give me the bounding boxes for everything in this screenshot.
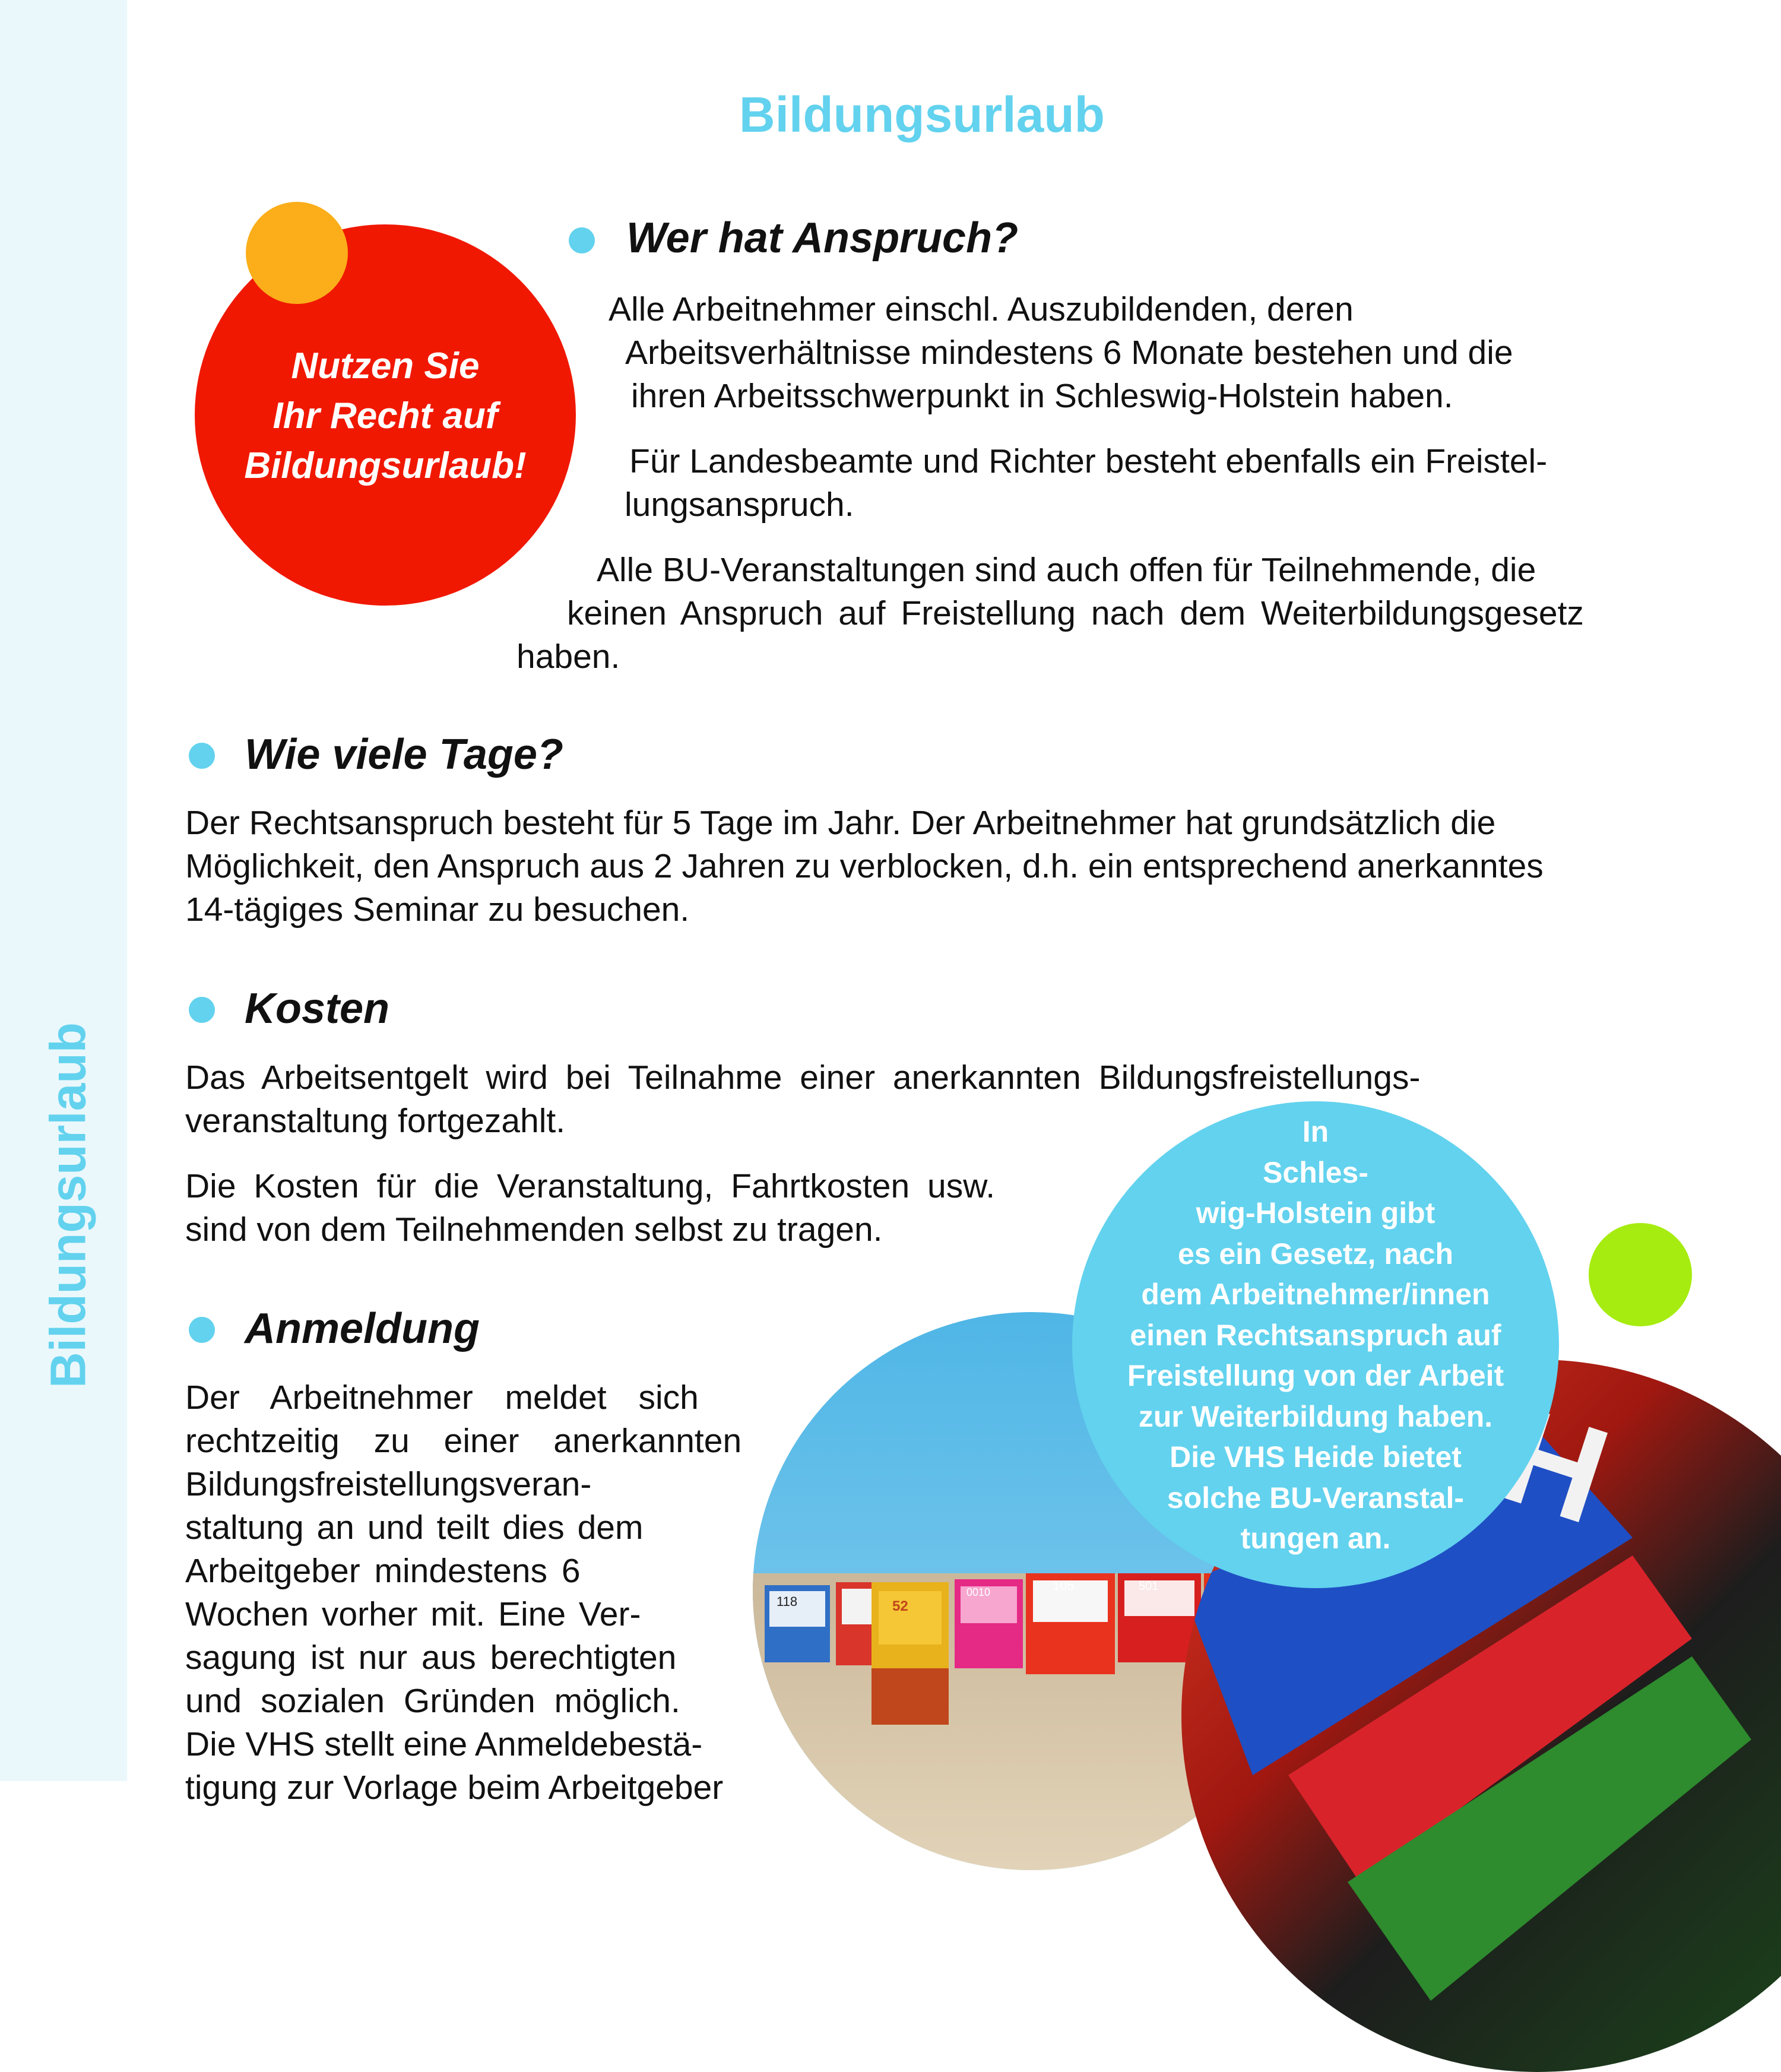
- text-line: haben.: [516, 638, 620, 676]
- text-line: Alle BU-Veranstaltungen sind auch offen für Teilnehmende, die: [597, 551, 1536, 589]
- sidebar-title: Bildungsurlaub: [40, 1022, 96, 1388]
- red-callout-line: Ihr Recht auf: [272, 395, 498, 436]
- text-line: Die Kosten für die Veranstaltung, Fahrtkosten usw.: [185, 1167, 996, 1205]
- blue-callout-line: In: [1302, 1115, 1329, 1148]
- text-line: Arbeitsverhältnisse mindestens 6 Monate bestehen und die: [625, 334, 1513, 372]
- blue-callout-line: Freistellung von der Arbeit: [1127, 1359, 1504, 1392]
- anspruch-paragraph-2: [625, 440, 1548, 527]
- kosten-paragraph-2: [185, 1165, 995, 1252]
- text-line: sagung ist nur aus berechtigten: [185, 1639, 677, 1677]
- red-callout-text: [195, 341, 576, 491]
- text-line: keinen Anspruch auf Freistellung nach dem Weiterbildungsgesetz: [567, 594, 1584, 632]
- blue-callout-line: es ein Gesetz, nach: [1177, 1237, 1454, 1271]
- heading-tage: Wie viele Tage?: [245, 731, 563, 778]
- blue-callout-line: dem Arbeitnehmer/innen: [1141, 1278, 1490, 1311]
- red-callout-line: Bildungsurlaub!: [244, 445, 527, 486]
- bullet-icon: [189, 997, 215, 1023]
- text-line: und sozialen Gründen möglich.: [185, 1682, 680, 1720]
- blue-callout-line: zur Weiterbildung haben.: [1138, 1399, 1493, 1433]
- text-line: 14-tägiges Seminar zu besuchen.: [185, 891, 690, 929]
- bullet-icon: [189, 743, 215, 769]
- anmeldung-paragraph: [185, 1376, 803, 1810]
- text-line: Alle Arbeitnehmer einschl. Auszubildenden, deren: [609, 290, 1354, 328]
- text-line: Arbeitgeber mindestens 6: [185, 1552, 581, 1590]
- text-line: lungsanspruch.: [625, 486, 854, 524]
- sidebar: [0, 0, 127, 1781]
- red-callout-line: Nutzen Sie: [291, 346, 480, 386]
- text-line: staltung an und teilt dies dem: [185, 1509, 644, 1547]
- blue-callout-line: tungen an.: [1240, 1522, 1391, 1555]
- heading-anspruch: Wer hat Anspruch?: [626, 214, 1019, 262]
- text-line: tigung zur Vorlage beim Arbeitgeber: [185, 1769, 724, 1807]
- bullet-icon: [189, 1317, 215, 1343]
- blue-callout-line: einen Rechtsanspruch auf: [1130, 1318, 1501, 1352]
- chair-number: 501: [1139, 1580, 1159, 1593]
- chair-number: 105: [1053, 1578, 1075, 1593]
- green-dot-decoration: [1589, 1223, 1692, 1326]
- text-line: sind von dem Teilnehmenden selbst zu tragen.: [185, 1211, 883, 1249]
- blue-callout-text: [1072, 1111, 1559, 1559]
- text-line: Die VHS stellt eine Anmeldebestä-: [185, 1725, 703, 1763]
- anspruch-paragraph-3: [516, 549, 1584, 679]
- orange-dot-decoration: [246, 202, 348, 304]
- heading-anmeldung: Anmeldung: [245, 1305, 480, 1352]
- blue-callout-line: Schles-: [1263, 1155, 1368, 1189]
- text-line: Der Rechtsanspruch besteht für 5 Tage im Jahr. Der Arbeitnehmer hat grundsätzlich die: [185, 804, 1496, 842]
- text-line: Der Arbeitnehmer meldet sich: [185, 1379, 699, 1417]
- blue-callout-line: Die VHS Heide bietet: [1170, 1440, 1462, 1474]
- anspruch-paragraph-1: [609, 288, 1513, 418]
- blue-callout-line: solche BU-Veranstal-: [1167, 1481, 1465, 1515]
- text-line: Für Landesbeamte und Richter besteht ebenfalls ein Freistel-: [629, 442, 1548, 480]
- text-line: Das Arbeitsentgelt wird bei Teilnahme einer anerkannten Bildungsfreistellungs-: [185, 1059, 1421, 1097]
- blue-callout-line: wig-Holstein gibt: [1196, 1196, 1435, 1230]
- chair-number: 118: [777, 1594, 798, 1609]
- heading-kosten: Kosten: [245, 985, 390, 1032]
- tage-paragraph: [185, 801, 1544, 932]
- text-line: Wochen vorher mit. Eine Ver-: [185, 1595, 641, 1633]
- chair-number: 0010: [966, 1586, 991, 1598]
- bullet-icon: [569, 227, 595, 254]
- page-title: Bildungsurlaub: [739, 87, 1105, 142]
- chair-number: 52: [892, 1598, 908, 1614]
- text-line: Bildungsfreistellungsveran-: [185, 1465, 592, 1503]
- text-line: veranstaltung fortgezahlt.: [185, 1102, 566, 1140]
- text-line: rechtzeitig zu einer anerkannten: [185, 1422, 742, 1460]
- text-line: ihren Arbeitsschwerpunkt in Schleswig-Holstein haben.: [631, 377, 1453, 415]
- text-line: Möglichkeit, den Anspruch aus 2 Jahren zu verblocken, d.h. ein entsprechend anerkanntes: [185, 847, 1544, 885]
